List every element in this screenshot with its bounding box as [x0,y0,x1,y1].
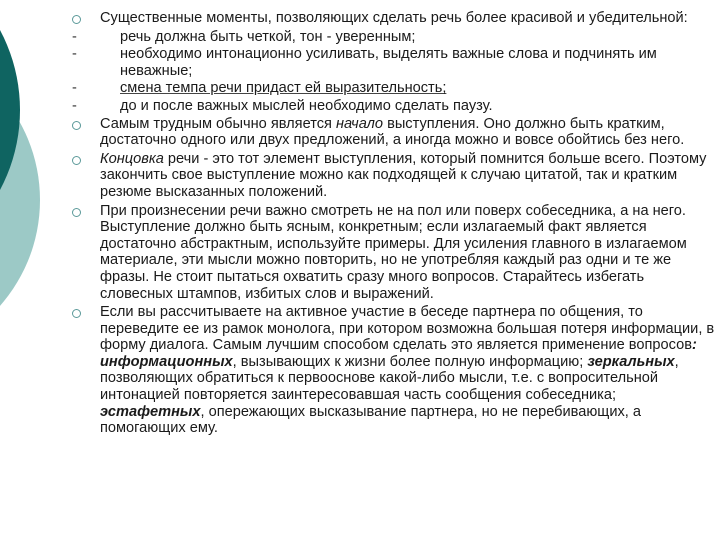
dash-item-text: необходимо интонационно усиливать, выделять важные слова и подчинять им неважные; [120,46,657,79]
circle-bullet-icon [72,15,81,24]
look-text: При произнесении речи важно смотреть не на пол или поверх собеседника, а на него. Выступление должно быть ясным, конкретным; если излагаемый факт является достаточно абстрактным, используйте примеры. Для усиления главного в излагаемом материале, эти мысли можно повторить, но не употребляя каждый раз одни и те же фразы. Не стоит пытаться охватить сразу много вопросов. Старайтесь избегать словесных штампов, избитых слов и выражений. [100,202,687,302]
dash-marker-icon: - [72,80,77,97]
decorative-circles [0,0,80,540]
bullet-look [72,203,718,303]
emphasis-start: начало [335,115,384,132]
dash-marker-icon: - [72,97,77,114]
dash-item-text: до и после важных мыслей необходимо сделать паузу. [120,97,493,114]
term-relay: эстафетных [100,403,201,420]
dash-item [72,29,718,46]
circle-bullet-icon [72,156,81,165]
term-mirror: зеркальных [587,353,675,370]
bullet-intro [72,10,718,27]
dash-marker-icon: - [72,28,77,45]
intro-text: Существенные моменты, позволяющих сделать речь более красивой и убедительной: [100,10,688,26]
slide-text [72,10,718,439]
term-informational: информационных [100,353,233,370]
circle-bullet-icon [72,121,81,130]
circle-bullet-icon [72,309,81,318]
bullet-dialog: Если вы рассчитываете на активное участие в беседе партнера по общения, то переведите ее из рамок монолога, при котором возможна большая потеря информации, в форму диалога. Самым лучшим способом сделать это является применение вопросов: информационных, вызывающих к жизни более полную информацию; зеркальных, позволяющих обратиться к первооснове какой-либо мысли, т.е. с вопросительной интонацией повторяется заинтересовавшая часть сообщения собеседника; эстафетных, опережающих высказывание партнера, но не перебивающих, а помогающих ему. [72,304,718,437]
dash-item [72,80,718,97]
dash-item [72,46,718,79]
dash-item [72,98,718,115]
dash-item-text: смена темпа речи придаст ей выразительность; [120,80,447,97]
dash-marker-icon: - [72,46,77,63]
bullet-end: Концовка речи - это тот элемент выступления, который помнится больше всего. Поэтому закончить свое выступление можно как подходящей к случаю цитатой, так и кратким резюме высказанных положений. [72,151,718,201]
bullet-start: Самым трудным обычно является начало выступления. Оно должно быть кратким, достаточно одного или двух предложений, а иногда можно и вовсе обойтись без него. [72,116,718,149]
circle-bullet-icon [72,208,81,217]
emphasis-end: Концовка [100,150,164,167]
dash-item-text: речь должна быть четкой, тон - уверенным; [120,28,416,45]
